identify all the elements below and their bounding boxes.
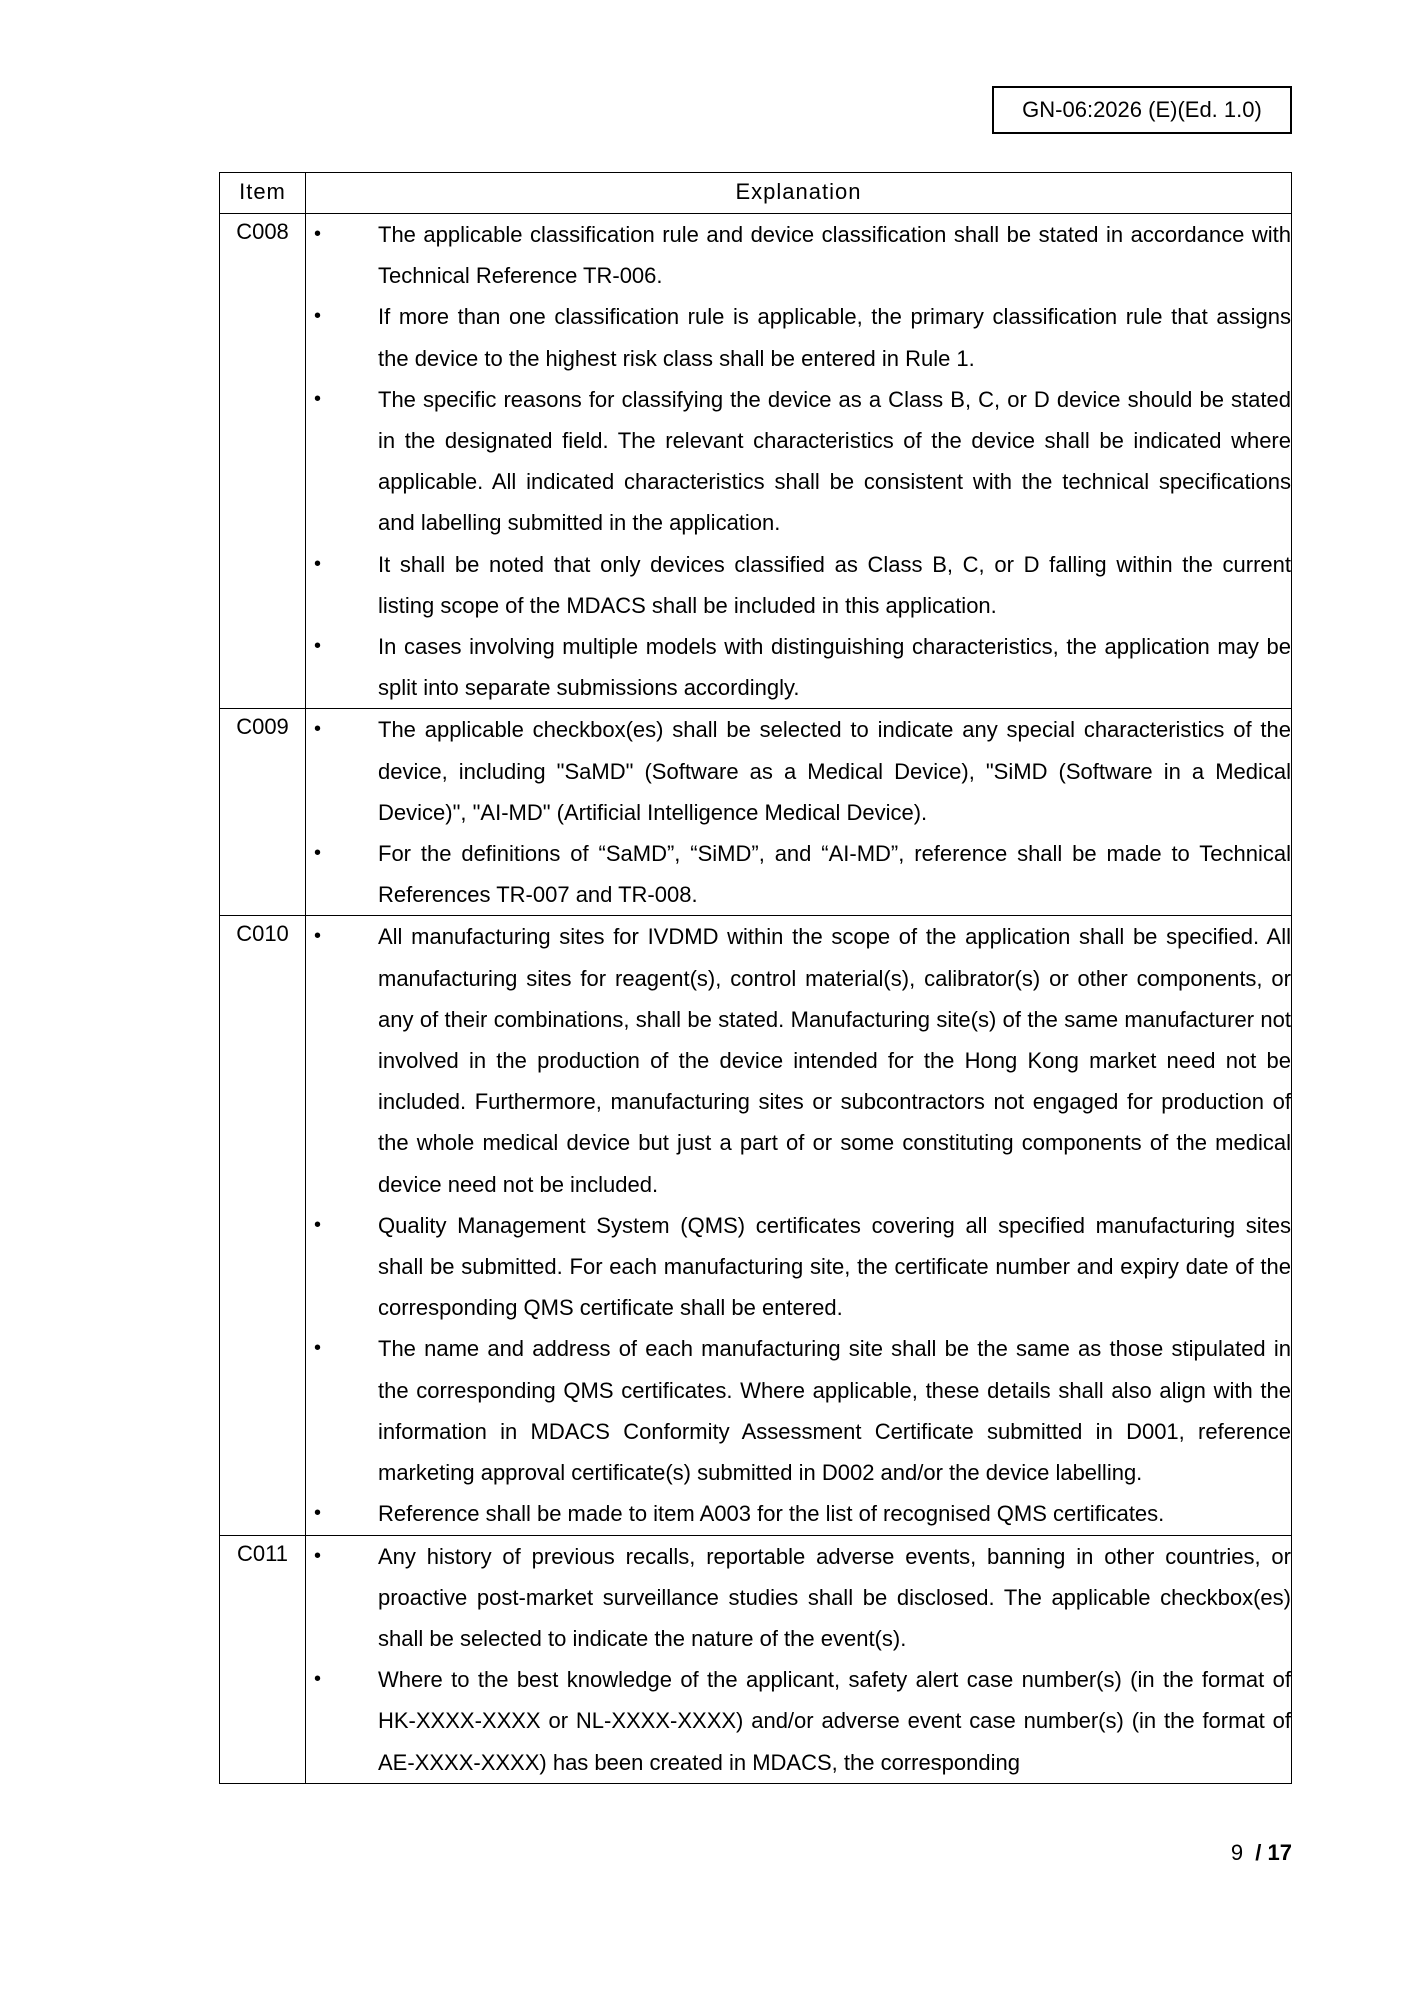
table-row <box>220 709 1292 916</box>
bullet-text: Any history of previous recalls, reportable adverse events, banning in other countries, or proactive post-market surveillance studies shall be disclosed. The applicable checkbox(es) shall be selected to indicate the nature of the event(s). <box>378 1543 1291 1651</box>
page-number <box>1192 1838 1292 1868</box>
table-body <box>220 214 1292 1784</box>
bullet-dot-icon: • <box>314 552 322 575</box>
bullet-text: The name and address of each manufacturing site shall be the same as those stipulated in the corresponding QMS certificates. Where applicable, these details shall also align with the information in MDACS Conformity Assessment Certificate submitted in D001, reference marketing approval certificate(s) submitted in D002 and/or the device labelling. <box>378 1336 1291 1486</box>
column-header-item: Item <box>220 173 306 214</box>
bullet-item <box>306 544 1291 626</box>
table-row <box>220 916 1292 1535</box>
bullet-item <box>306 916 1291 1204</box>
bullet-text: Quality Management System (QMS) certificates covering all specified manufacturing sites shall be submitted. For each manufacturing site, the certificate number and expiry date of the corresponding QMS certificate shall be entered. <box>378 1212 1291 1321</box>
table-header-row <box>220 173 1292 214</box>
bullet-dot-icon: • <box>314 1213 322 1236</box>
bullet-text: The applicable checkbox(es) shall be selected to indicate any special characteristics of the device, including "SaMD" (Software as a Medical Device), "SiMD (Software in a Medical Device)", "AI-MD" (Artificial Intelligence Medical Device). <box>378 717 1291 825</box>
table-row <box>220 1535 1292 1783</box>
bullet-dot-icon: • <box>314 1337 322 1360</box>
bullet-item <box>306 214 1291 296</box>
explanation-cell <box>306 214 1292 709</box>
bullet-list <box>306 916 1291 1534</box>
bullet-item <box>306 626 1291 708</box>
bullet-item <box>306 296 1291 378</box>
bullet-dot-icon: • <box>314 1668 322 1691</box>
bullet-item <box>306 1493 1291 1534</box>
bullet-text: Where to the best knowledge of the applicant, safety alert case number(s) (in the format of HK-XXXX-XXXX or NL-XXXX-XXXX) and/or adverse event case number(s) (in the format of AE-XXXX-XXXX) has been created in MDACS, the corresponding <box>378 1667 1291 1775</box>
bullet-list <box>306 214 1291 708</box>
bullet-item <box>306 1328 1291 1493</box>
bullet-text: In cases involving multiple models with distinguishing characteristics, the application may be split into separate submissions accordingly. <box>378 634 1291 701</box>
column-header-explanation: Explanation <box>306 173 1292 214</box>
bullet-dot-icon: • <box>314 635 322 658</box>
bullet-item <box>306 709 1291 833</box>
page-total: / 17 <box>1255 1840 1292 1865</box>
table-row <box>220 214 1292 709</box>
bullet-text: All manufacturing sites for IVDMD within the scope of the application shall be specified. All manufacturing sites for reagent(s), control material(s), calibrator(s) or other components, or any of their combinations, shall be stated. Manufacturing site(s) of the same manufacturer not involved in the production of the device intended for the Hong Kong market need not be included. Furthermore, manufacturing sites or subcontractors not engaged for production of the whole medical device but just a part of or some constituting components of the medical device need not be included. <box>378 924 1291 1197</box>
item-code: C011 <box>220 1535 306 1783</box>
explanation-table <box>219 172 1292 1784</box>
item-code: C009 <box>220 709 306 916</box>
bullet-text: Reference shall be made to item A003 for the list of recognised QMS certificates. <box>378 1501 1165 1527</box>
bullet-dot-icon: • <box>314 305 322 328</box>
item-code: C010 <box>220 916 306 1535</box>
bullet-dot-icon: • <box>314 223 322 245</box>
bullet-list <box>306 1536 1291 1783</box>
bullet-text: If more than one classification rule is applicable, the primary classification rule that assigns the device to the highest risk class shall be entered in Rule 1. <box>378 304 1291 371</box>
page-current: 9 <box>1230 1840 1244 1865</box>
bullet-dot-icon: • <box>314 1502 322 1525</box>
bullet-text: For the definitions of “SaMD”, “SiMD”, and “AI-MD”, reference shall be made to Technical References TR-007 and TR-008. <box>378 841 1291 908</box>
bullet-dot-icon: • <box>314 1544 322 1567</box>
bullet-dot-icon: • <box>314 925 322 948</box>
bullet-item <box>306 833 1291 915</box>
bullet-dot-icon: • <box>314 718 322 741</box>
explanation-cell <box>306 709 1292 916</box>
bullet-text: It shall be noted that only devices classified as Class B, C, or D falling within the current listing scope of the MDACS shall be included in this application. <box>378 551 1291 618</box>
document-reference: GN-06:2026 (E)(Ed. 1.0) <box>992 86 1292 134</box>
bullet-text: The applicable classification rule and device classification shall be stated in accordance with Technical Reference TR-006. <box>378 222 1291 289</box>
bullet-item <box>306 1205 1291 1329</box>
explanation-cell <box>306 1535 1292 1783</box>
bullet-dot-icon: • <box>314 387 322 410</box>
bullet-text: The specific reasons for classifying the device as a Class B, C, or D device should be stated in the designated field. The relevant characteristics of the device shall be indicated where applicable. All indicated characteristics shall be consistent with the technical specifications and labelling submitted in the application. <box>378 386 1291 536</box>
explanation-cell <box>306 916 1292 1535</box>
bullet-list <box>306 709 1291 915</box>
bullet-item <box>306 1536 1291 1660</box>
item-code: C008 <box>220 214 306 709</box>
bullet-item <box>306 1659 1291 1783</box>
bullet-item <box>306 379 1291 544</box>
bullet-dot-icon: • <box>314 842 322 865</box>
